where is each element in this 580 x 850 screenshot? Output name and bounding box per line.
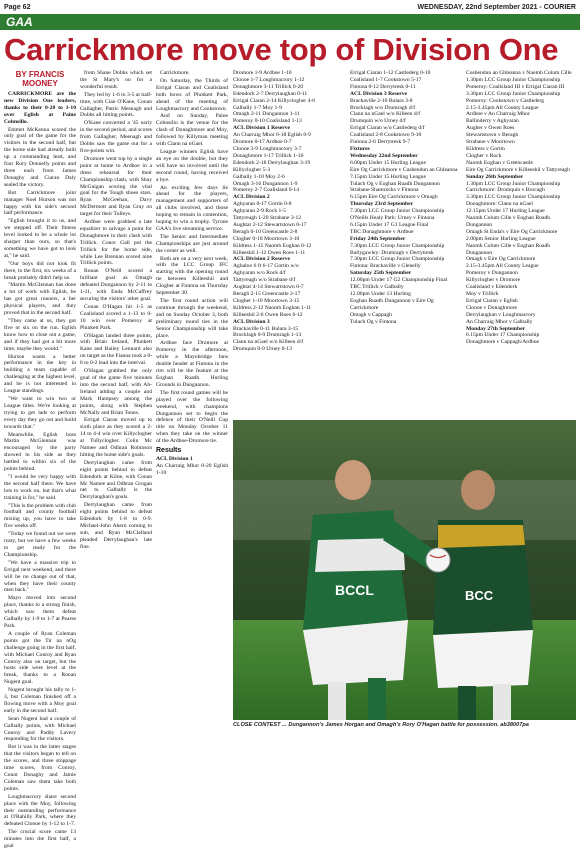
result-line: Coalisland v Edendork [466,284,518,291]
result-line: Sunday 26th September [466,173,524,180]
result-line: Fintona 2-6 Derrytresk 9-7 [350,139,411,146]
result-line: Donaghmore 1-17 Trillick 1-10 [233,152,304,159]
result-line: ACL Division 1 [156,455,193,462]
jersey-sponsor-left: BCCL [335,582,374,598]
result-line: Thursday 23rd September [350,201,414,208]
issue-date: WEDNESDAY, 22nd September 2021 - COURIER [417,3,576,11]
result-line: Fintona 0-12 Derrytresk 0-11 [350,83,416,90]
result-line: Errigal Ciaran 1-12 Castlederg 0-10 [350,70,431,76]
article-paragraph: On Saturday, the Thirds of Errigal Ciaran and Coalisland both bows of Plunkett Park, ahead of the meeting of Loughmacrory and Cookstown. [156,77,228,112]
result-line: Galbally 1-7 Moy 1-9 [233,104,282,111]
result-line: Augher v Owen Roes [466,125,515,132]
result-line: Coalisland 2-8 Cookstown 9-10 [350,132,422,139]
article-paragraph: Ronan O'Neill scored a brilliant goal as Omagh defeated Dungannon by 2-11 to 1-11, with Enda McCaffrey securing the visitors' other goal. [80,268,152,302]
result-line: ACL Division 1 Reserve [233,125,291,132]
result-line: Edendork 2-7 Derrylaughan 0-11 [233,90,308,97]
result-line: Naomh Colum Cille v Eoghan Ruadh Dungannon [466,242,551,256]
result-line: Killeeshil 1-12 Owen Roes 1-11 [233,249,306,256]
result-line: Friday 24th September [350,235,406,242]
result-line: Omagh 3-16 Dungannon 1-9 [233,180,298,187]
result-line: 3.30pm LCC Group Junior Championship [466,194,561,201]
result-line: Omagh v Cappagh [350,311,392,318]
result-line: Ardboe v An Charraig Mhor [466,111,530,118]
result-line: Killeeshil 2-6 Owen Roes 6-12 [233,311,303,318]
result-line: Brackaville 2-10 Bulara 3-8 [350,97,413,104]
result-line: Edendork 2-18 Derrylaughan 3-19 [233,159,311,166]
result-line: Beragh 0-10 Greencastle 2-8 [233,228,298,235]
result-line: Aghyaran 2-9 Rock 1-5 [233,208,286,215]
article-paragraph: League winners Eglish have an eye on the double, but they will have no involved until the second round, having received a bye. [156,148,228,183]
result-line: Ballygawley: Drumragh v Derrytresk [350,249,434,256]
result-line: Kildress 2-12 Naomh Eoghan 1-11 [233,304,312,311]
article-paragraph: And on Sunday, Paine Cohnsillo is the venue for the clash of Donaghmore and Moy, followed by Killyman meeting with Clann na nGael. [156,113,228,148]
result-line: Omagh v Eire Og Carrickmore [466,256,536,263]
article-paragraph: from Shane Dobbs which set the St Mary's on for a wonderful result. [80,70,152,90]
result-line: 12.00pm Under 17 G2 Championship Final [350,277,448,284]
article-paragraph: Carrickmore. [160,70,190,76]
article-paragraph: Hurson wants a better performance in the key in building a team capable of challenging at the highest level, and he is not interested in League standings. [4,353,76,395]
result-line: Kildress v Gortin [466,145,505,152]
result-line: Beragh 2-15 Greencastle 2-17 [233,291,301,297]
article-paragraph: Meanwhile, Eglish boss Martin McGlennan was encouraged by the party showed in his side as they battled to within six of the points behind. [4,431,76,473]
article-paragraph: "Eglish brought it to us, and we stepped off. Their fitness level looked to be a whole lot sharper than ours, so that's something we have got to look at," he said. [4,218,76,259]
article-paragraph: "Martin McGlennan has done a lot of work with Eglish, he has got great runners, a her physical players, and they proved that in the second half. [4,282,76,317]
result-line: Cushendun an Ghleanna v Naomh Colum Cille [466,70,572,76]
result-line: Dromore 1-9 Ardboe 1-10 [233,70,292,76]
page-number: Page 62 [4,3,31,11]
page-header [0,0,580,14]
result-line: Fintona: Brackaville v Glenelly [350,263,421,270]
article-column-2 [80,70,152,732]
result-line: Strabane v Moortown [466,139,515,146]
result-line: Eire Og Carrickmore v Cushendun an Ghleanna [350,166,458,173]
match-photo-illustration [233,420,576,720]
result-line: 6.15pm Eire Og Carrickmore v Omagh [350,194,438,201]
result-line: Clann na nGael w/o Killeen d/f [350,111,421,118]
result-line: Clonoe 3-9 Loughmacrory 3-7 [233,145,302,152]
result-line: Brocklagh w/o Drumragh d/f [350,104,416,111]
fixtures-column-5 [350,70,460,416]
result-line: Donaghmore 3-11 Trillick 0-20 [233,83,304,90]
byline: BY FRANCIS MOONEY [15,70,65,88]
article-paragraph: Nugent brought his tally to 1-3, but Coleman finished off a flowing move with a Moy goal early in the second half. [4,687,76,714]
result-line: Pomeroy 2-7 Coalisland 0-14 [233,187,300,194]
result-line: Clann na nGael w/o Killeen d/f [233,339,304,346]
result-line: Tulach Og v Fintona [350,318,397,325]
section-banner [0,14,580,30]
result-line: 6.00pm Under 15 Hurling League [350,159,426,166]
article-paragraph: "Our boys did not look fit there, to the first, six weeks of a break probably didn't help us. [4,260,76,281]
result-line: Fixtures [350,145,370,152]
result-line: ACL Division 2 Reserve [233,256,291,263]
match-photo [233,420,576,720]
result-line: 2.00pm Senior Hurling League [466,235,536,242]
result-line: 1.30pm LCC Group Junior Championship [466,180,561,187]
result-line: Clonoe 1-7 Loughmacrory 1-12 [233,76,305,83]
lead-paragraph: CARRICKMORE are the new Division One leaders, thanks to their 0-20 to 1-10 over Eglish at Paine Cohnsillo. [4,91,76,125]
result-line: Kildress 1-15 Naomh Eoghan 0-12 [233,242,312,249]
result-line: Aghaloo 6 ft 6-17 Gortin w/o [233,263,299,270]
result-line: ACL Division 3 [233,318,270,325]
fixtures-column-6 [466,70,576,416]
result-line: Saturday 25th September [350,270,412,277]
result-line: Dromore 0-17 Ardboe 0-7 [233,139,292,146]
jersey-sponsor-right: BCC [465,588,494,603]
article-paragraph: Sean Nugent had a couple of Galbally points, with Michael Conroy and Paddy Lavery responding for the visitors. [4,715,76,743]
result-line: Drumquin 0-9 Urney 0-13 [233,346,292,353]
result-line: Pomeroy 0-10 Coalisland 1-13 [233,118,302,125]
result-line: ACL Division 2 [233,194,270,201]
result-line: Errigal Ciaran 2-14 Killyclogher 4-6 [233,97,316,104]
result-line: Strabane Shamrocks v Fintona [350,187,419,194]
result-line: Donaghmore: Clann na nGael [466,201,533,208]
result-line: 6.15pm Under 17 Championship [466,332,540,339]
result-line: Eire Og Carrickmore v Killeeshil v Tattyreagh [466,166,570,173]
result-line: Stewartstown v Beragh [466,132,519,139]
article-paragraph: Both are on a very next week, with the LCC Group IFC starting with the opening round tie between Killeeshil and Clogher at Fintona on Thursday September 30. [156,255,228,297]
article-paragraph: Conan O'Hagan hit 1-5 as Coalisland scored a 1-13 to 0-10 win over Pomeroy at Plunkett Park. [80,303,152,331]
result-line: Tattyreagh w/o Strabane d/f [233,277,296,284]
result-line: ACL Division 3 Reserve [350,90,408,97]
result-line: 1.30pm LCC Group Junior Championship [466,76,561,83]
article-paragraph: A couple of Ryan Coleman points got the Tir na nOg challenge going in the first half, with Michael Conroy and Ryan Conroy also on target, but the hosts side were level at the break, thanks to a Ronan Nugent goal. [4,630,76,686]
result-line: Drumquin w/o Urney d/f [350,118,406,125]
article-paragraph: Errigal Ciaran moved up to sixth place as they scored a 2-14 to 4-4 win over Killyclogher at Tullyclogher. Colin Mc Namee and Odhran Robinson hitting the home side's goals. [80,417,152,458]
result-line: Naomh Eoghan v Greencastle [466,159,533,166]
article-paragraph: But Carrickmore joint manager Noel Hurson was not happy with his side's second half performance. [4,189,76,217]
article-paragraph: The first round action will continue through the weekend, and on Sunday October 3, both preliminary round ties in the Senior Championship will take place. [156,298,228,339]
result-line: Monday 27th September [466,325,526,332]
article-paragraph: Derrylaughan came from eight points behind to defeat Edendork by 1-8 to 0-9. Michael-John Ahern coming to sub, and Ryan McClelland pleaded Derrylaughan's late fine. [80,502,152,550]
article-paragraph: Dromore went top by a single point at home to Ardboe in a dress rehearsal for their Championship clash, with Shay McGuigan scoring the vital goal for the Tough shoes stars. Ryan McGeehan, Davy McDermott and Ryan Gray on target for their Tulleys. [80,155,152,218]
result-line: 6.15pm Under 17 G1 League Final [350,221,429,228]
result-line: Omagh St Enda's v Eire Og Carrickmore [466,228,558,235]
result-line: Coalisland 1-7 Cookstown 5-17 [350,76,422,83]
result-line: Carrickmore: Dromquin v Brocagh [466,187,545,194]
result-line: Brackaville 0-11 Bulara 3-15 [233,325,299,332]
result-line: Aghyaran 0-17 Gortin 0-8 [233,201,292,208]
article-paragraph: "We have a massive trip to Errigal next weekend, and there will be no change out of that, when they have their county men back." [4,559,76,594]
result-line: Clonoe v Donaghmore [466,304,517,311]
article-paragraph: "This is the problem with club football and county football mixing up, you have to take five weeks off. [4,502,77,530]
result-line: 3.30pm LCC Group Junior Championship [466,90,561,97]
article-paragraph: Derrylaughan came from eight points behind to defeat Edendork at Kilne, with Conan Mc Namee and Odhran Grogan net ts. Galbally is the Derrylaughan's goals. [80,459,152,501]
result-line: Wednesday 22nd September [350,152,418,159]
result-line: Eoghan Ruadh Dungannon v Eire Og Carrickmore [350,297,434,311]
result-line: An Charraig Mhor 0-20 Eglish 1-10 [156,462,228,476]
result-line: Moy v Trillick [466,291,499,297]
article-paragraph: "We want to win two or League titles. We're looking at trying to get lads to perform every day they go out and build towards that." [4,395,76,430]
result-line: 7.30pm LCC Group Junior Championship [350,208,445,215]
result-line: Pomeroy: Cookstown v Castlederg [466,97,545,104]
article-paragraph: The Senior and Intermediate Championships are just around the corner as well. [156,233,228,254]
article-column-1 [4,70,77,850]
result-line: Ballinderry v Aghyaran [466,118,519,125]
result-line: 7.30pm LCC Group Junior Championship [350,242,445,249]
result-line: Errigal Ciaran v Eglish [466,297,518,304]
article-paragraph: O'Hagan grabbed the only goal of the game five minutes into the second half, with Ah-Ireland adding a couple and Mark Hampsey among the points, along with Stephen McNally and Brian Tones. [80,368,152,416]
result-line: An Charraig Mhor 6-18 Eglish 0-9 [233,132,311,139]
article-paragraph: "Today we found out we were rusty, but we have a few weeks to get ready for the Championship. [4,531,76,558]
result-line: Tattyreagh 1-20 Strabane 3-12 [233,215,302,222]
result-line: 2.15-3.45pm All County League [466,104,539,111]
article-paragraph: Ardboe face Dromore at Pomeroy in the afternoon, while a Mayobridge fans double header at Fintona in the rim will be the feature at the Eoghan Ruadh Hurling Grounds in Dungannon. [156,340,228,388]
result-line: Tulach Og v Eoghan Ruadh Dungannon [350,180,440,187]
article-paragraph: They led by 1-6 to 3-5 at half-time, with Cian O'Kane, Conan Gallagher, Patric Mesnagh and Dobbs all hitting points. [80,91,152,119]
result-line: 12.00pm Under 13 Hurling [350,291,411,297]
result-line: Galbally 1-10 Moy 2-6 [233,173,285,180]
article-paragraph: "I would be very happy with the second half there. We have lots to work on, but that's what training is for," he said. [4,473,76,501]
result-line: O'Neills Healy Park: Urney v Fintona [350,215,435,222]
results-heading: Results [156,447,182,455]
article-paragraph: Emmet McKenna scored the only goal of the game for the visitors in the second half, but the home side had already built up a commanding lead, and four Rory Donnelly points and three each from James Donaghy and Ciaran Daly sealed the victory. [4,126,76,188]
result-line: Aughtar 2-12 Stewartstown 0-17 [233,221,307,228]
article-paragraph: But it was in the latter stages that the visitors began to tell on the scores, and three stoppage time scores, from Conroy, Conor Donaghy and Jamie Coleman saw them take both points. [4,744,76,792]
result-line: Pomeroy: Coalisland III v Errigal Ciaran III [466,83,565,90]
result-line: 7.15pm Under 15 Hurling League [350,173,426,180]
article-paragraph: "They came at us, they got five or six on the run. Eglish know how to close out a game, and if they had got a bit more time, maybe they would." [4,318,76,352]
result-line: Aghyaran w/o Rock d/f [233,270,286,277]
result-line: 2.15-3.45pm All County League [466,263,539,270]
result-line: Donaghmore v Cappagh/Ardboe [466,339,540,346]
result-line: Derrylaughan v Loughmacrory [466,311,536,318]
article-paragraph: Ardboe were grabbed a late equalizer to salvage a point for Donaghmore in their clash with Trillick. Conor Gall put the Trillick for the home side, while Lee Brennan scored nine Trillick points. [80,219,152,267]
article-paragraph: The crucial score came 13 minutes into the first half, a goal [4,829,76,850]
result-line: Killyclogher v Dromore [466,277,521,284]
result-line: Brocklagh 0-9 Drumragh 1-13 [233,332,302,339]
article-paragraph: O'Hagan landed three points, with Brian Ireland, Plunkett Kane and Bailey Lennard also on target as the Fianna took a 0-6 to 0-2 lead into the interval. [80,332,152,367]
article-paragraph: An exciting few days lie ahead for the players, management and supporters of all clubs involved, and those hoping to remain in contention, hoping to win a trophy. Tyrone GAA's live streaming service. [156,184,228,232]
article-paragraph: The first round games will be played over the following weekend, with champions Dungannon set to begin the defence of their O'Neill Cup title on Monday October 11 when they take on the winner of the Ardboe-Dromore tie. [156,389,228,445]
result-line: Naomh Colum Cille v Eoghan Ruadh Dungannon [466,215,551,228]
result-line: Clogher v Rock [466,152,502,159]
section-label: GAA [6,15,33,29]
result-line: Omagh 2-11 Dungannon 1-11 [233,111,300,118]
headline: Carrickmore move top of Division One [4,32,559,67]
article-paragraph: O'Kane converted a '45 early in the second period, and scores from Gallagher, Meenagh and Dobbs saw the game out for a five-points win. [80,120,152,154]
results-column-4 [233,70,343,416]
article-column-3 [156,70,228,732]
article-paragraph: Mayo moved into second place, thanks to a strong finish, which saw them defeat Galbally by 1-9 to 1-7 at Pearse Park. [4,595,76,629]
result-line: 7.30pm LCC Group Junior Championship [350,256,445,263]
result-line: Clogher 1-10 Moortown 3-15 [233,297,300,304]
result-line: 12.15pm Under 17 Hurling League [466,208,545,215]
result-line: Killyclogher 5-3 [233,166,271,173]
result-line: Errigal Ciaran w/o Castlederg d/f [350,125,425,132]
photo-caption: CLOSE CONTEST ... Dungannon's James Horgan and Omagh's Rory O'Hagan battle for possession. ab38007pa [233,722,529,728]
result-line: Clogher 0-18 Moortown 3-10 [233,235,300,242]
result-line: Pomeroy v Dungannon [466,270,518,277]
result-line: TBC Donaghmore v Ardboe [350,228,414,235]
article-paragraph: Loughmacrory share second place with the Moy, following their outstanding performance at O'Rahilly Park, where they defeated Clonoe by 1-12 to 1-7. [4,793,76,828]
result-line: Aughtar 4-14 Stewartstown 0-7 [233,284,304,291]
result-line: An Charraig Mhor v Galbally [466,318,533,325]
result-line: TBC Trillick v Galbally [350,284,404,291]
